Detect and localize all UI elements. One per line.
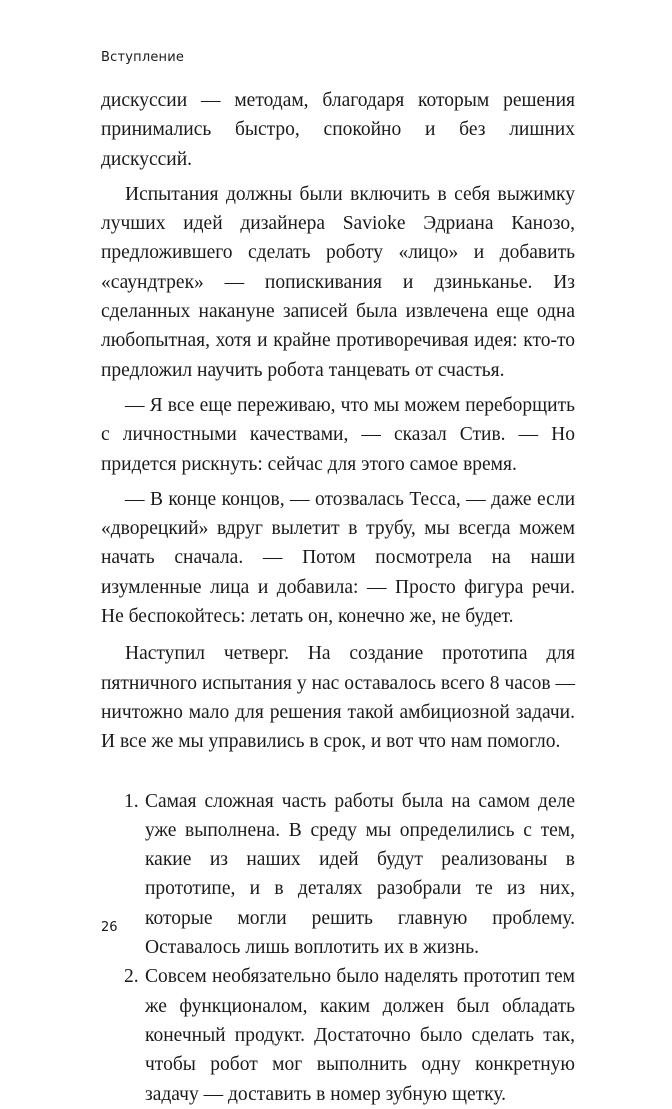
paragraph: Испытания должны были включить в себя выжимку лучших идей дизайнера Savioke Эдриана Канозо, предложившего сделать роботу «лицо» и добавить «саундтрек» — попискивания и дзиньканье. Из сделанных накануне записей была извлечена еще одна любопытная, хотя и крайне противоречивая идея: кто-то предложил научить робота танцевать от счастья. <box>101 183 575 381</box>
list-marker: 1. <box>124 790 139 812</box>
running-head: Вступление <box>101 50 185 65</box>
paragraph: Наступил четверг. На создание прототипа для пятничного испытания у нас оставалось всего 8 часов — ничтожно мало для решения такой амбициозной задачи. И все же мы управились в срок, и вот что нам помогло. <box>101 643 575 753</box>
paragraph-continued: дискуссии — методам, благодаря которым решения принимались быстро, спокойно и без лишних дискуссий. <box>101 90 575 170</box>
list-item-text: Самая сложная часть работы была на самом деле уже выполнена. В среду мы определились с тем, какие из наших идей будут реализованы в прототипе, и в деталях разобрали те из них, которые могли решить главную проблему. Оставалось лишь воплотить их в жизнь. <box>145 790 575 959</box>
list-item <box>101 962 575 1108</box>
list-item <box>101 787 575 963</box>
numbered-list <box>101 787 575 1109</box>
paragraph-dialogue: — В конце концов, — отозвалась Тесса, — даже если «дворецкий» вдруг вылетит в трубу, мы всегда можем начать сначала. — Потом посмотрела на наши изумленные лица и добавила: — Просто фигура речи. Не беспокойтесь: летать он, конечно же, не будет. <box>101 488 575 628</box>
list-marker: 2. <box>124 966 139 988</box>
paragraph-dialogue: — Я все еще переживаю, что мы можем переборщить с личностными качествами, — сказал Стив. — Но придется рискнуть: сейчас для этого самое время. <box>101 394 575 475</box>
body-text <box>101 86 575 1109</box>
list-item-text: Совсем необязательно было наделять прототип тем же функционалом, каким должен был обладать конечный продукт. Достаточно было сделать так, чтобы робот мог выполнить одну конкретную задачу — доставить в номер зубную щетку. <box>145 966 575 1105</box>
page-number: 26 <box>101 920 118 935</box>
